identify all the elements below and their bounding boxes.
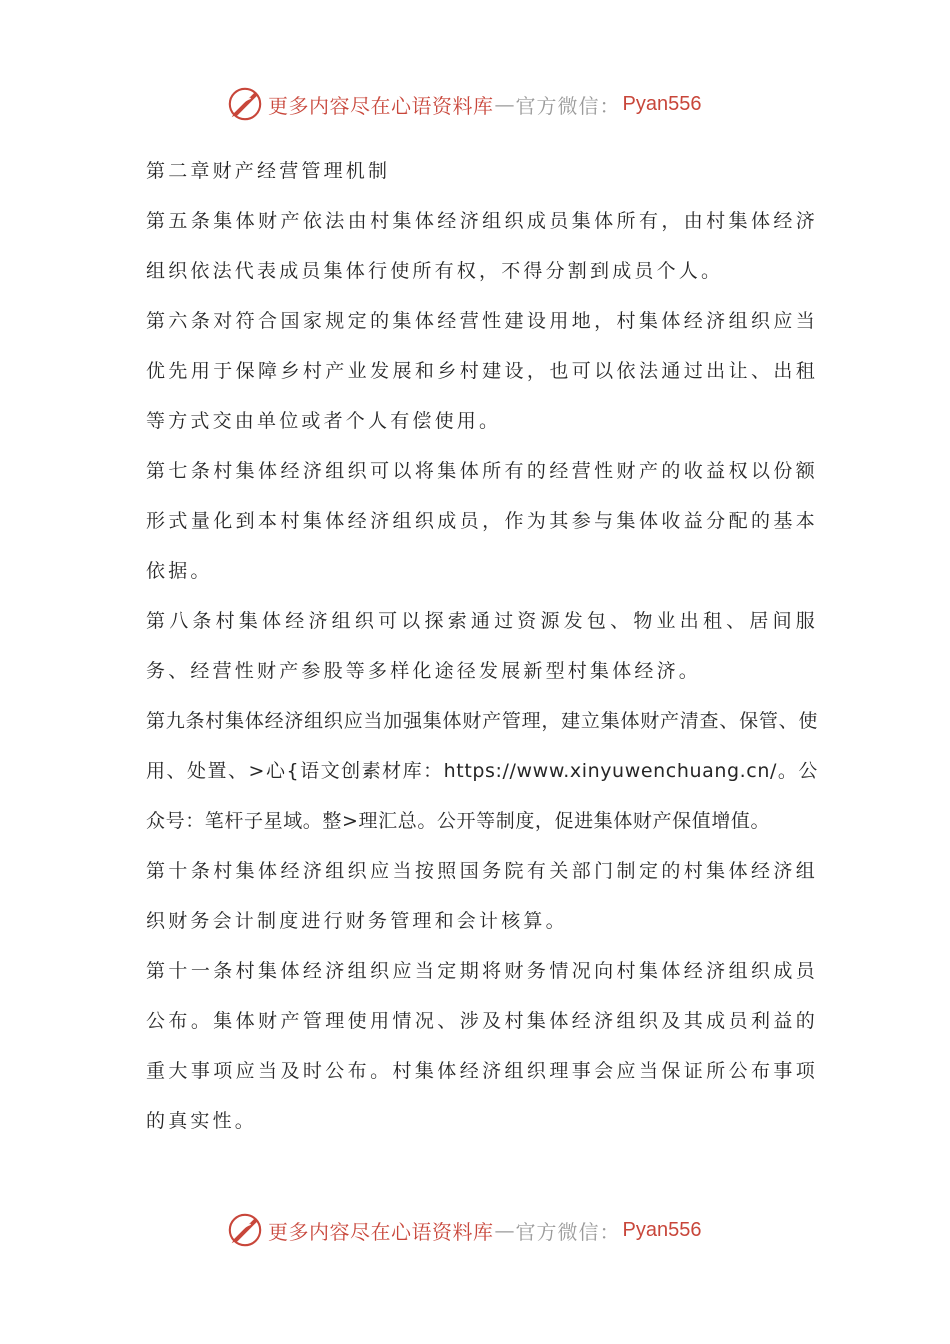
document-body bbox=[146, 146, 818, 1146]
article-7: 第七条村集体经济组织可以将集体所有的经营性财产的收益权以份额形式量化到本村集体经济组织成员，作为其参与集体收益分配的基本依据。 bbox=[146, 460, 818, 582]
banner-text: 更多内容尽在心语资料库 bbox=[268, 1219, 494, 1244]
banner-dash: — bbox=[494, 92, 515, 116]
banner-wechat-id: Pyan556 bbox=[622, 1218, 702, 1241]
pen-logo-icon bbox=[226, 1211, 264, 1249]
article-9: 第九条村集体经济组织应当加强集体财产管理，建立集体财产清查、保管、使用、处置、>心{语文创素材库：https://www.xinyuwenchuang.cn/。公众号：笔杆子星域。整>理汇总。公开等制度，促进集体财产保值增值。 bbox=[146, 710, 818, 832]
pen-logo-icon bbox=[226, 85, 264, 123]
article-10: 第十条村集体经济组织应当按照国务院有关部门制定的村集体经济组织财务会计制度进行财务管理和会计核算。 bbox=[146, 860, 818, 932]
article-6: 第六条对符合国家规定的集体经营性建设用地，村集体经济组织应当优先用于保障乡村产业发展和乡村建设，也可以依法通过出让、出租等方式交由单位或者个人有偿使用。 bbox=[146, 310, 818, 432]
article-5: 第五条集体财产依法由村集体经济组织成员集体所有，由村集体经济组织依法代表成员集体行使所有权，不得分割到成员个人。 bbox=[146, 210, 818, 282]
article-8: 第八条村集体经济组织可以探索通过资源发包、物业出租、居间服务、经营性财产参股等多样化途径发展新型村集体经济。 bbox=[146, 610, 818, 682]
header-banner bbox=[226, 84, 701, 124]
footer-banner bbox=[226, 1210, 701, 1250]
chapter-title: 第二章财产经营管理机制 bbox=[146, 160, 391, 182]
banner-text: 更多内容尽在心语资料库 bbox=[268, 93, 494, 118]
banner-dash: — bbox=[494, 1218, 515, 1242]
banner-wechat-id: Pyan556 bbox=[622, 92, 702, 115]
banner-label: 官方微信： bbox=[515, 93, 621, 118]
banner-label: 官方微信： bbox=[515, 1219, 621, 1244]
article-11: 第十一条村集体经济组织应当定期将财务情况向村集体经济组织成员公布。集体财产管理使用情况、涉及村集体经济组织及其成员利益的重大事项应当及时公布。村集体经济组织理事会应当保证所公布事项的真实性。 bbox=[146, 960, 818, 1132]
